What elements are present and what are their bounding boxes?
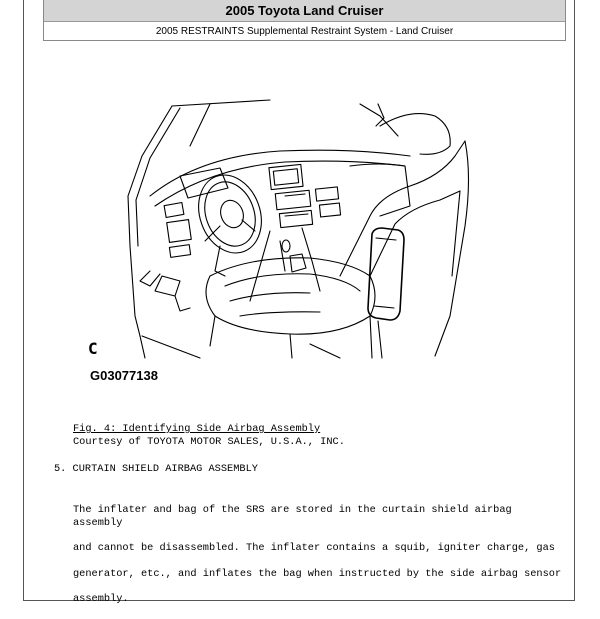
figure-caption [73,423,345,449]
document-header [43,0,566,41]
figure-code: G03077138 [90,368,158,383]
paragraph-line: assembly. [73,593,129,606]
section-heading [54,463,258,475]
section-paragraph [73,491,563,619]
figure-view-letter: C [88,339,98,358]
section-number: 5. [54,463,67,475]
document-subtitle: 2005 RESTRAINTS Supplemental Restraint System - Land Cruiser [155,26,454,37]
caption-title: Fig. 4: Identifying Side Airbag Assembly [73,423,321,435]
paragraph-line: The inflater and bag of the SRS are stored in the curtain shield airbag assembly [73,503,512,529]
caption-credit: Courtesy of TOYOTA MOTOR SALES, U.S.A., INC. [73,436,345,448]
paragraph-line: generator, etc., and inflates the bag when instructed by the side airbag sensor [73,567,562,580]
document-title: 2005 Toyota Land Cruiser [44,0,565,22]
paragraph-line: and cannot be disassembled. The inflater contains a squib, igniter charge, gas [73,542,555,555]
side-airbag-illustration [80,96,480,396]
section-title: CURTAIN SHIELD AIRBAG ASSEMBLY [72,463,258,475]
